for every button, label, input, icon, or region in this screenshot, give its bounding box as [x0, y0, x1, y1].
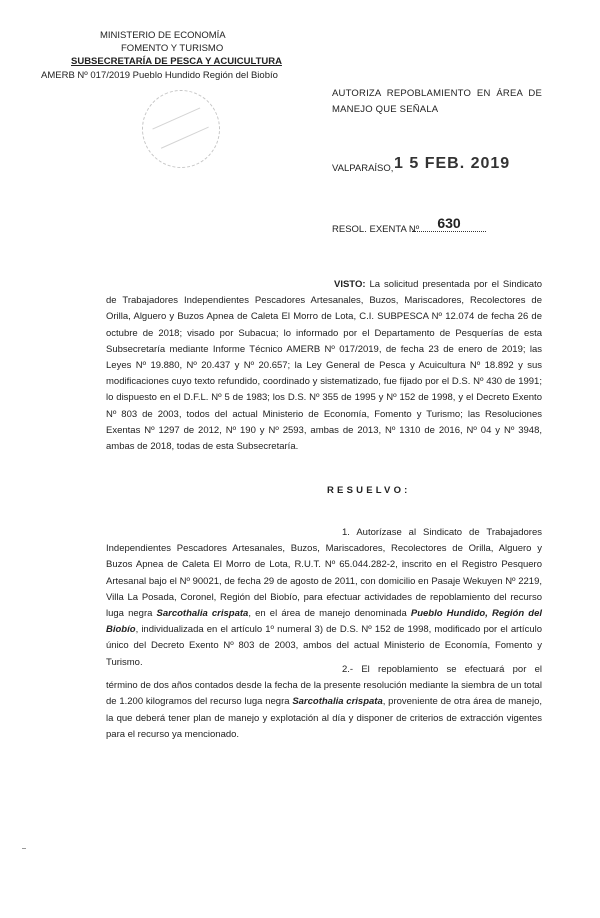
resuelvo-heading: RESUELVO: [327, 485, 411, 496]
document-title: AUTORIZA REPOBLAMIENTO EN ÁREA DE MANEJO QUE SEÑALA [332, 88, 542, 115]
article-1-end: , individualizada en el artículo 1º numeral 3) de D.S. Nº 152 de 1998, modificado por el artículo único del Decreto Exento Nº 803 de 2003, ambos del actual Ministerio de Economía, Fomento y Turismo. [106, 624, 542, 668]
article-2-species: Sarcothalia crispata [292, 696, 383, 708]
article-1-intro: 1. Autorízase al Sindicato de Trabajadores Independientes Pescadores Artesanales, Buzos, Mariscadores, Recolectores de Orilla, Alguero y Buzos Apnea de Caleta El Morro de Lota, R.U.T. Nº 65.044.282-2, inscrito en el Registro Pesquero Artesanal bajo el Nº 90021, de fecha 29 de agosto de 2011, con domicilio en Pasaje Wekuyen Nº 2219, Villa La Posada, Coronel, Región del Biobío, para efectuar actividades de repoblamiento del recurso luga negra [106, 527, 542, 620]
article-1 [106, 525, 542, 671]
seal-stamp [130, 78, 233, 181]
article-1-area: Pueblo Hundido, Región del Biobío [106, 608, 543, 636]
resolution-number: 630 [412, 215, 486, 232]
article-2-end: , proveniente de otra área de manejo, la que deberá tener plan de manejo y explotación al día y disponer de criterios de extracción vigentes para el recurso ya mencionado. [106, 696, 542, 740]
article-2 [106, 662, 542, 743]
ministry-name: MINISTERIO DE ECONOMÍA [100, 30, 226, 41]
article-1-species: Sarcothalia crispata [156, 608, 249, 620]
undersecretariat-name: SUBSECRETARÍA DE PESCA Y ACUICULTURA [71, 56, 282, 67]
date-stamp: 1 5 FEB. 2019 [394, 155, 511, 172]
place-label: VALPARAÍSO, [332, 163, 394, 174]
visto-paragraph [106, 277, 542, 455]
ministry-subtitle: FOMENTO Y TURISMO [121, 43, 224, 54]
margin-mark [22, 848, 26, 852]
article-2-intro: 2.- El repoblamiento se efectuará por el término de dos años contados desde la fecha de la presente resolución mediante la siembra de un total de 1.200 kilogramos del recurso luga negra [106, 664, 542, 708]
visto-label: VISTO: [334, 279, 366, 290]
amerb-reference: AMERB Nº 017/2019 Pueblo Hundido Región del Biobío [41, 70, 278, 81]
resolution-label: RESOL. EXENTA Nº [332, 224, 420, 235]
article-1-mid: , en el área de manejo denominada [248, 608, 411, 620]
visto-text: La solicitud presentada por el Sindicato de Trabajadores Independientes Pescadores Artesanales, Buzos, Mariscadores, Recolectores de Orilla, Alguero y Buzos Apnea de Caleta El Morro de Lota, C.I. SUBPESCA Nº 12.074 de fecha 26 de octubre de 2018; visado por Subacua; lo informado por el Departamento de Pesquerías de esta Subsecretaría mediante Informe Técnico AMERB Nº 017/2019, de fecha 23 de enero de 2019; las Leyes Nº 19.880, Nº 20.437 y Nº 20.657; la Ley General de Pesca y Acuicultura Nº 18.892 y sus modificaciones cuyo texto refundido, coordinado y sistematizado, fue fijado por el D.S. Nº 430 de 1991; lo dispuesto en el D.F.L. Nº 5 de 1983; los D.S. Nº 355 de 1995 y Nº 152 de 1998, y el Decreto Exento Nº 803 de 2003, todos del actual Ministerio de Economía, Fomento y Turismo; las Resoluciones Exentas Nº 1297 de 2012, Nº 190 y Nº 2593, ambas de 2013, Nº 1310 de 2016, Nº 04 y Nº 3948, ambas de 2018, todas de esta Subsecretaría. [106, 279, 543, 453]
